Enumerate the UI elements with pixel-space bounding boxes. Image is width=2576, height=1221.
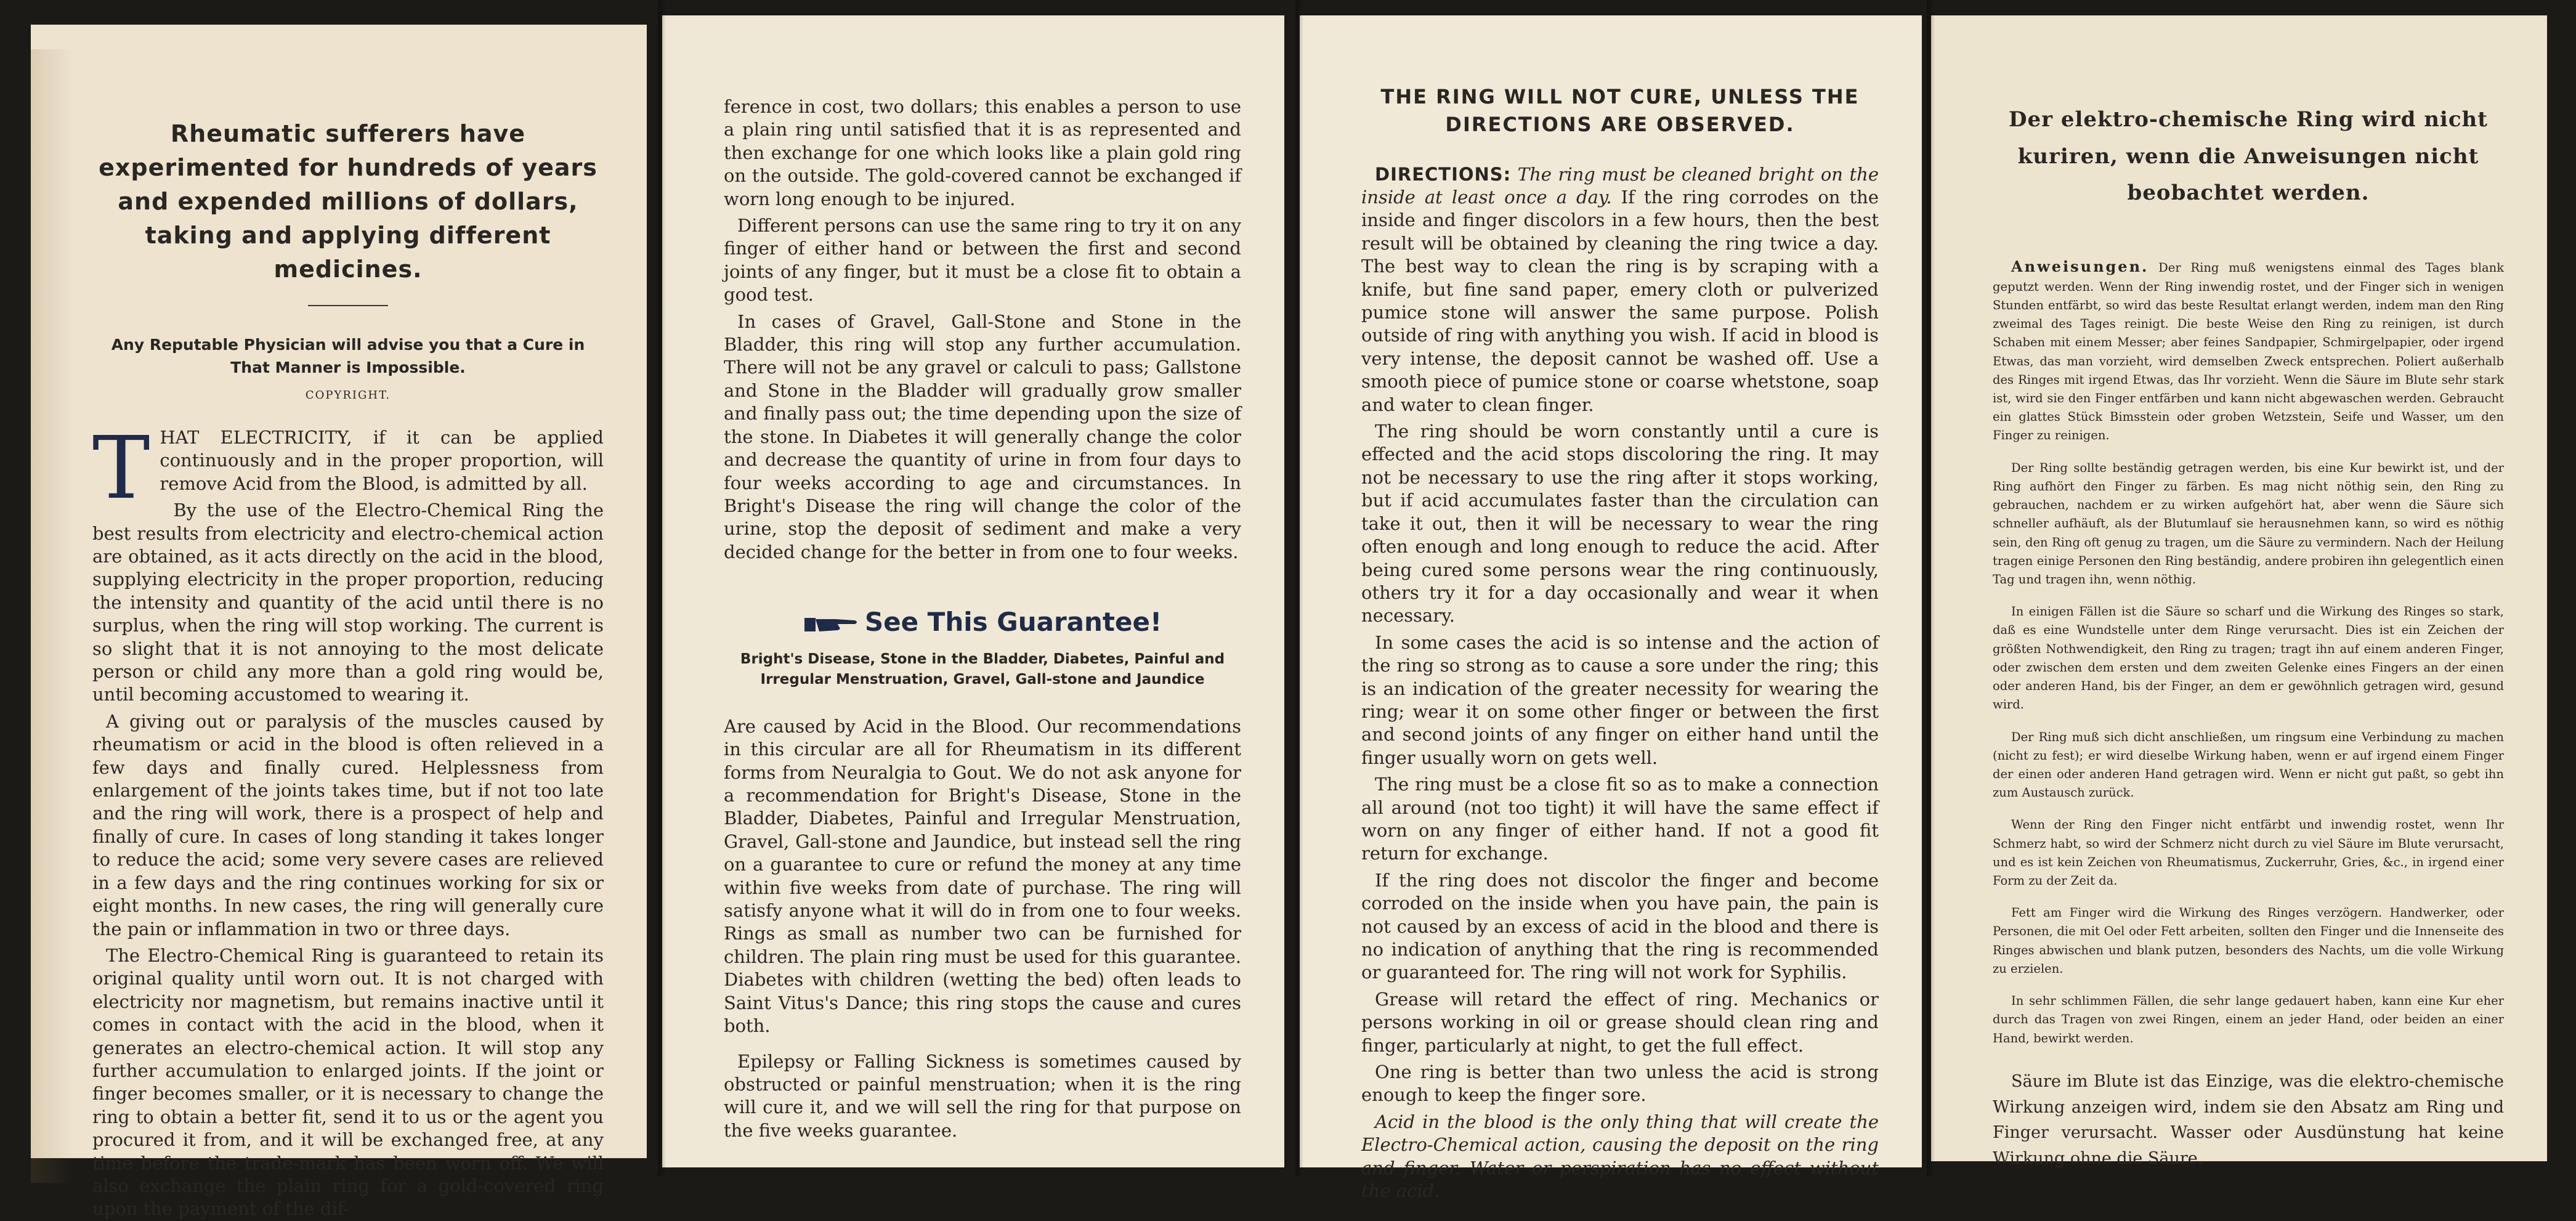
- panel1-subhead: Any Reputable Physician will advise you that a Cure in That Manner is Impossible.: [111, 336, 585, 376]
- panel4-para-4: Der Ring muß sich dicht anschließen, um ringsum eine Verbindung zu machen (nicht zu fest); er wird dieselbe Wirkung haben, wenn er auf irgend einem Finger der einen oder anderen Hand getragen wird. Wenn er nicht gut paßt, so gebt ihn zum Austausch zurück.: [1993, 729, 2504, 800]
- guarantee-title: See This Guarantee!: [864, 607, 1162, 638]
- panel2-para-3: In cases of Gravel, Gall-Stone and Stone in the Bladder, this ring will stop any further accumulation. There will not be any gravel or calculi to pass; Gallstone and Stone in the Bladder will gradually grow smaller and finally pass out; the time depending upon the size of the stone. In Diabetes it will generally change the color and decrease the quantity of urine in from four days to four weeks according to age and circumstances. In Bright's Disease the ring will change the color of the urine, stop the deposit of sediment and make a very decided change for the better in from one to four weeks.: [724, 310, 1241, 562]
- drop-cap: T: [92, 418, 150, 519]
- pointing-hand-icon: [803, 612, 859, 636]
- panel4-para-3: In einigen Fällen ist die Säure so scharf und die Wirkung des Ringes so stark, daß es eine Wundstelle unter dem Ringe verursacht. Dies ist ein Zeichen der größten Nothwendigkeit, den Ring zu tragen; tragt ihn auf einem anderen Finger, oder zwischen dem ersten und dem zweiten Gelenke eines Fingers an der einen oder anderen Hand, bis der Finger, an dem er gewöhnlich getragen wird, gesund wird.: [1993, 604, 2504, 712]
- panel3-directions: [1361, 163, 1879, 416]
- panel3-para-5: If the ring does not discolor the finger and become corroded on the inside when you have pain, the pain is not caused by an excess of acid in the blood and there is no indication of anything that the ring is recommended or guaranteed for. The ring will not work for Syphilis.: [1361, 869, 1879, 983]
- panel3-para-4: The ring must be a close fit so as to make a connection all around (not too tight) it will have the same effect if worn on any finger of either hand. If not a good fit return for exchange.: [1361, 774, 1879, 864]
- panel-english-directions: [1300, 15, 1922, 1202]
- directions-italic: The ring must be cleaned bright on the inside at least once a day.: [1361, 163, 1879, 208]
- panel1-para-2: By the use of the Electro-Chemical Ring the best results from electricity and electro-chemical action are obtained, as it acts directly on the acid in the blood, supplying electricity in the proper proportion, reducing the intensity and quantity of the acid until there is no surplus, when the ring will stop working. The current is so slight that it is not annoying to the most delicate person or child any more than a gold ring would be, until becoming accustomed to wearing it.: [92, 500, 604, 705]
- panel-english-intro: [31, 25, 647, 1220]
- panel3-para-2: The ring should be worn constantly until a cure is effected and the acid stops discoloring the ring. It may not be necessary to use the ring after it stops working, but if acid accumulates faster than the circulation can take it out, then it will be necessary to wear the ring often enough and long enough to reduce the acid. After being cured some persons wear the ring continuously, others try it for a day occasionally and wear it when necessary.: [1361, 421, 1879, 627]
- panel3-para-8: Acid in the blood is the only thing that will create the Electro-Chemical action, causing the deposit on the ring and finger. Water or perspiration has no effect without the acid.: [1361, 1111, 1879, 1202]
- panel-english-guarantee: [662, 15, 1284, 1167]
- anweisungen-label: Anweisungen.: [2011, 257, 2149, 275]
- panel2-para-2: Different persons can use the same ring to try it on any finger of either hand or between the first and second joints of any finger, but it must be a close fit to obtain a good test.: [724, 215, 1241, 306]
- panel2-para-4: Are caused by Acid in the Blood. Our recommendations in this circular are all for Rheumatism in its different forms from Neuralgia to Gout. We do not ask anyone for a recommendation for Bright's Disease, Stone in the Bladder, Diabetes, Painful and Irregular Menstruation, Gravel, Gall-stone and Jaundice, but instead sell the ring on a guarantee to cure or refund the money at any time within five weeks from date of purchase. The ring will satisfy anyone what it will do in from one to four weeks. Rings as small as number two can be furnished for children. The plain ring must be used for this guarantee. Diabetes with children (wetting the bed) often leads to Saint Vitus's Dance; this ring stops the cause and cures both.: [724, 715, 1241, 1037]
- diseases-list: Bright's Disease, Stone in the Bladder, Diabetes, Painful and Irregular Menstruation, Gravel, Gall-stone and Jaundice: [740, 651, 1225, 688]
- copyright-notice: COPYRIGHT.: [305, 388, 391, 402]
- panel4-para-2: Der Ring sollte beständig getragen werden, bis eine Kur bewirkt ist, und der Ring aufhört den Finger zu färben. Es mag nicht nöthig sein, den Ring zu gebrauchen, nachdem er zu wirken aufgehört hat, aber wenn die Säure sich schneller aufhäuft, als der Blutumlauf sie herausnehmen kann, so wird es nöthig sein, den Ring oft genug zu tragen, um die Säure zu vermindern. Nach der Heilung tragen einige Personen den Ring beständig, andere probiren ihn gelegentlich einen Tag und tragen ihn, wenn nöthig.: [1993, 460, 2504, 586]
- panel4-para-6: Fett am Finger wird die Wirkung des Ringes verzögern. Handwerker, oder Personen, die mit Oel oder Fett arbeiten, sollten den Finger und die Innenseite des Ringes abwischen und blank putzen, besonders des Nachts, um die volle Wirkung zu erzielen.: [1993, 906, 2504, 976]
- panel1-para-4: The Electro-Chemical Ring is guaranteed to retain its original quality until worn out. It is not charged with electricity nor magnetism, but remains inactive until it comes in contact with the acid in the blood, when it generates an electro-chemical action. It will stop any further accumulation to enlarged joints. If the joint or finger becomes smaller, or it is necessary to change the ring to obtain a better fit, send it to us or the agent you procured it from, and it will be exchanged free, at any time before the trade-mark has been worn off. We will also exchange the plain ring for a gold-covered ring upon the payment of the dif-: [92, 944, 604, 1220]
- fold-shadow: [1295, 0, 1309, 1176]
- guarantee-heading: [724, 607, 1241, 637]
- panel4-para-5: Wenn der Ring den Finger nicht entfärbt und inwendig rostet, wenn Ihr Schmerz habt, so wird der Schmerz nicht durch zu viel Säure im Blute verursacht, und es ist kein Zeichen von Rheumatismus, Zuckerruhr, Gries, &c., in irgend einer Form zu der Zeit da.: [1993, 817, 2504, 888]
- page-stain: [31, 49, 74, 1183]
- directions-label: DIRECTIONS:: [1375, 163, 1512, 185]
- panel4-headline: Der elektro-chemische Ring wird nicht kuriren, wenn die Anweisungen nicht beobachtet werden.: [2009, 107, 2488, 205]
- panel2-para-1: ference in cost, two dollars; this enables a person to use a plain ring until satisfied that it is as represented and then exchange for one which looks like a plain gold ring on the outside. The gold-covered cannot be exchanged if worn long enough to be injured.: [724, 96, 1241, 209]
- panel3-para-7: One ring is better than two unless the acid is strong enough to keep the finger sore.: [1361, 1061, 1879, 1106]
- divider-rule: [308, 305, 388, 306]
- panel4-para-1: [1993, 255, 2504, 445]
- panel3-para-3: In some cases the acid is so intense and the action of the ring so strong as to cause a sore under the ring; this is an indication of the greater necessity for wearing the ring; wear it on some other finger or between the first and second joints of any finger on either hand until the finger usually worn on gets well.: [1361, 631, 1879, 768]
- fold-shadow: [658, 0, 671, 1176]
- panel1-para-1-text: HAT ELECTRICITY, if it can be applied continuously and in the proper proportion, will remove Acid from the Blood, is admitted by all.: [160, 426, 604, 494]
- panel1-para-1: [92, 418, 604, 519]
- directions-text: If the ring corrodes on the inside and finger discolors in a few hours, then the best result will be obtained by cleaning the ring twice a day. The best way to clean the ring is by scraping with a knife, but fine sand paper, emery cloth or pulverized pumice stone will answer the same purpose. Polish outside of ring with anything you wish. If acid in blood is very intense, the deposit cannot be washed off. Use a smooth piece of pumice stone or coarse whetstone, soap and water to clean finger.: [1361, 187, 1879, 415]
- fold-shadow: [1927, 0, 1940, 1176]
- panel3-para-6: Grease will retard the effect of ring. Mechanics or persons working in oil or grease should clean ring and finger, particularly at night, to get the full effect.: [1361, 988, 1879, 1056]
- panel1-para-3: A giving out or paralysis of the muscles caused by rheumatism or acid in the blood is often relieved in a few days and finally cured. Helplessness from enlargement of the joints takes time, but if not too late and the ring will work, there is a prospect of help and finally of cure. In cases of long standing it takes longer to reduce the acid; some very severe cases are relieved in a few days and the ring continues working for six or eight months. In new cases, the ring will generally cure the pain or inflammation in two or three days.: [92, 710, 604, 939]
- panel4-para-7: In sehr schlimmen Fällen, die sehr lange gedauert haben, kann eine Kur eher durch das Tragen von zwei Ringen, einem an jeder Hand, oder beiden an einer Hand, bewirkt werden.: [1993, 994, 2504, 1045]
- panel1-headline: Rheumatic sufferers have experimented for hundreds of years and expended millions of dollars, taking and applying different medicines.: [99, 120, 597, 283]
- panel-german-directions: [1931, 15, 2547, 1169]
- panel3-headline: THE RING WILL NOT CURE, UNLESS THE DIRECTIONS ARE OBSERVED.: [1380, 85, 1860, 136]
- panel2-para-5: Epilepsy or Falling Sickness is sometimes caused by obstructed or painful menstruation; when it is the ring will cure it, and we will sell the ring for that purpose on the five weeks guarantee.: [724, 1050, 1241, 1141]
- panel4-para-1-text: Der Ring muß wenigstens einmal des Tages blank geputzt werden. Wenn der Ring inwendig rostet, und der Finger sich in wenigen Stunden entfärbt, so wird das beste Resultat erlangt werden, indem man den Ring zweimal des Tages reinigt. Die beste Weise den Ring zu reinigen, ist durch Schaben mit einem Messer; aber feines Sandpapier, Schmirgelpapier, oder irgend Etwas, das man vorzieht, wird demselben Zweck entsprechen. Poliert außerhalb des Ringes mit irgend Etwas, das Ihr vorzieht. Wenn die Säure im Blute sehr stark ist, wird sie den Finger entfärben und kann nicht abgewaschen werden. Gebraucht ein glattes Stück Bimsstein oder groben Wetzstein, Seife und Wasser, um den Finger zu reinigen.: [1993, 260, 2505, 443]
- panel4-para-8: Säure im Blute ist das Einzige, was die elektro-chemische Wirkung anzeigen wird, indem sie den Absatz am Ring und Finger verursacht. Wasser oder Ausdünstung hat keine Wirkung ohne die Säure.: [1993, 1071, 2504, 1169]
